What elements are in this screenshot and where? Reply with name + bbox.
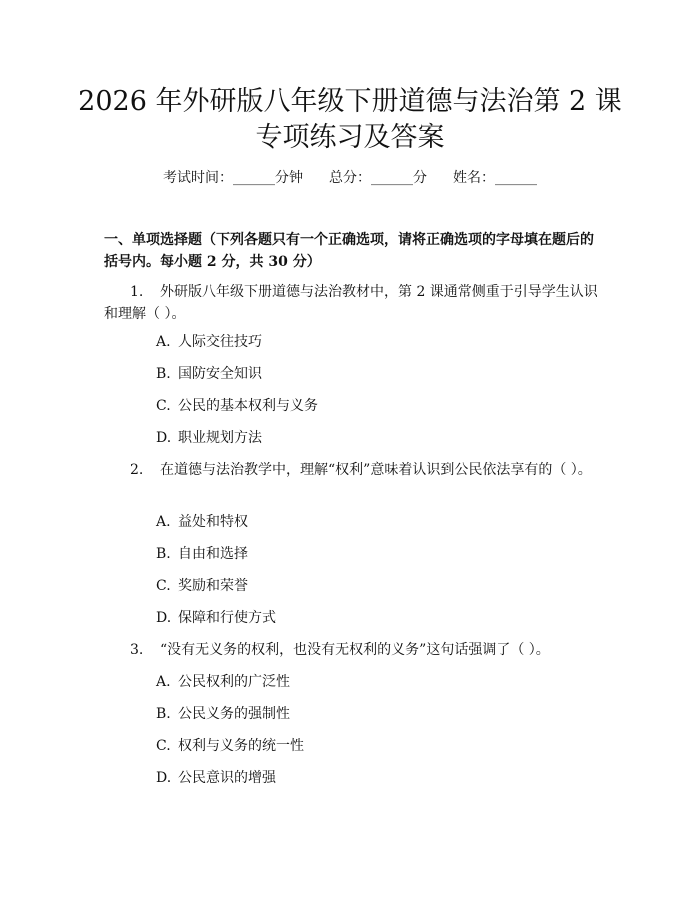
question-3-option-c (156, 736, 304, 756)
question-2-option-c (156, 576, 248, 596)
option-text: 公民义务的强制性 (178, 706, 290, 722)
question-1-option-d (156, 428, 262, 448)
option-text: 自由和选择 (178, 546, 248, 562)
question-3-option-b (156, 704, 290, 724)
document-title-line-1: 2026 年外研版八年级下册道德与法治第 2 课 (78, 86, 622, 117)
option-letter: B. (156, 366, 171, 382)
total-score-field: 总分：______分 (329, 170, 427, 186)
option-text: 公民权利的广泛性 (178, 674, 290, 690)
question-1 (104, 281, 604, 325)
option-letter: A. (156, 334, 171, 350)
question-3-option-a (156, 672, 290, 692)
student-name-field: 姓名：______ (453, 170, 537, 186)
option-letter: B. (156, 546, 171, 562)
question-number: 1. (130, 284, 144, 300)
question-2 (104, 459, 604, 481)
option-text: 公民的基本权利与义务 (178, 398, 318, 414)
question-text: 外研版八年级下册道德与法治教材中，第 2 课通常侧重于引导学生认识和理解（ ）。 (104, 284, 598, 322)
option-letter: D. (156, 770, 172, 786)
option-text: 权利与义务的统一性 (178, 738, 304, 754)
option-text: 奖励和荣誉 (178, 578, 248, 594)
option-letter: C. (156, 578, 171, 594)
option-letter: D. (156, 610, 172, 626)
question-text: “没有无义务的权利，也没有无权利的义务”这句话强调了（ ）。 (160, 642, 550, 658)
option-letter: C. (156, 398, 171, 414)
option-text: 保障和行使方式 (178, 610, 276, 626)
option-letter: A. (156, 514, 171, 530)
question-2-option-d (156, 608, 276, 628)
exam-info (0, 168, 700, 188)
option-letter: D. (156, 430, 172, 446)
document-title-line-2: 专项练习及答案 (255, 122, 445, 153)
option-text: 人际交往技巧 (178, 334, 262, 350)
option-text: 公民意识的增强 (178, 770, 276, 786)
question-1-option-b (156, 364, 262, 384)
option-text: 益处和特权 (178, 514, 248, 530)
question-number: 2. (130, 462, 144, 478)
question-number: 3. (130, 642, 144, 658)
question-2-option-a (156, 512, 248, 532)
option-letter: A. (156, 674, 171, 690)
question-1-option-c (156, 396, 318, 416)
exam-time-field: 考试时间：______分钟 (163, 170, 303, 186)
question-3 (104, 639, 604, 661)
question-2-option-b (156, 544, 248, 564)
question-text: 在道德与法治教学中，理解“权利”意味着认识到公民依法享有的（ ）。 (160, 462, 592, 478)
question-3-option-d (156, 768, 276, 788)
option-text: 国防安全知识 (178, 366, 262, 382)
option-text: 职业规划方法 (178, 430, 262, 446)
question-1-option-a (156, 332, 262, 352)
option-letter: C. (156, 738, 171, 754)
option-letter: B. (156, 706, 171, 722)
section-heading: 一、单项选择题（下列各题只有一个正确选项，请将正确选项的字母填在题后的括号内。每小题 2 分，共 30 分） (104, 232, 594, 270)
